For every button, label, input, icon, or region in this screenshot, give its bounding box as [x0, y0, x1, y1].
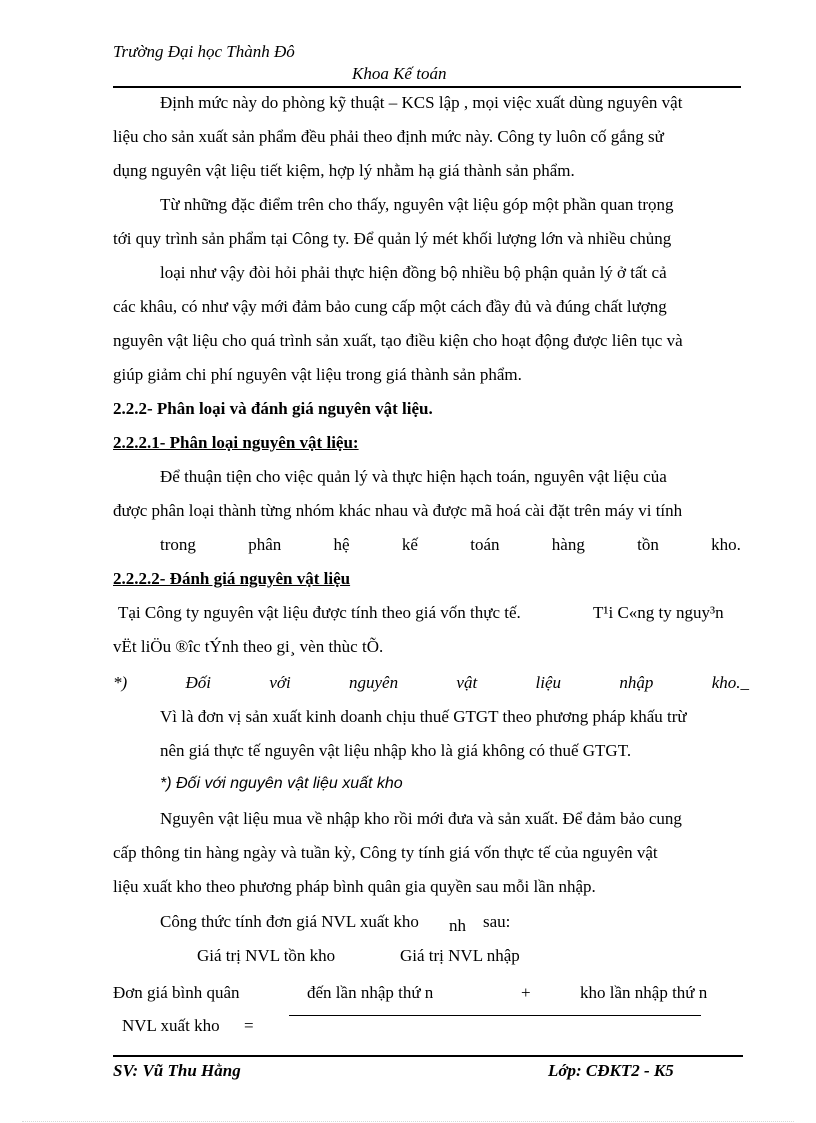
paragraph-line: cấp thông tin hàng ngày và tuần kỳ, Công ty tính giá vốn thực tế của nguyên vật	[113, 843, 658, 862]
word: liệu	[535, 673, 562, 692]
section-heading-2-2-2: 2.2.2- Phân loại và đánh giá nguyên vật liệu.	[113, 399, 433, 418]
section-heading-2-2-2-1: 2.2.2.1- Phân loại nguyên vật liệu:	[113, 433, 359, 452]
word: kế	[401, 535, 418, 554]
formula-numerator-2: Giá trị NVL nhập	[400, 946, 520, 965]
word: phân	[248, 535, 282, 554]
word: trong	[160, 535, 196, 554]
paragraph-line: Nguyên vật liệu mua về nhập kho rồi mới đưa và sản xuất. Để đảm bảo cung	[160, 809, 682, 828]
word: nhập	[619, 673, 654, 692]
paragraph-line: được phân loại thành từng nhóm khác nhau và được mã hoá cài đặt trên máy vi tính	[113, 501, 683, 520]
paragraph-line: Công thức tính đơn giá NVL xuất kho	[160, 912, 419, 931]
word: nguyên	[349, 673, 399, 692]
page-bottom-border	[22, 1121, 794, 1122]
paragraph-line: tới quy trình sản phẩm tại Công ty. Để quản lý mét khối lượng lớn và nhiều chủng	[113, 229, 672, 248]
footer-student: SV: Vũ Thu Hằng	[113, 1061, 241, 1080]
paragraph-line: các khâu, có như vậy mới đảm bảo cung cấp một cách đầy đủ và đúng chất lượng	[113, 297, 667, 316]
paragraph-line: giúp giảm chi phí nguyên vật liệu trong giá thành sản phẩm.	[113, 365, 522, 384]
word: vật	[456, 673, 478, 692]
word: kho.	[711, 535, 741, 554]
word: Đối	[185, 673, 211, 692]
paragraph-line: Vì là đơn vị sản xuất kinh doanh chịu thuế GTGT theo phương pháp khấu trừ	[160, 707, 687, 726]
justified-line	[113, 673, 749, 693]
paragraph-line: Định mức này do phòng kỹ thuật – KCS lập , mọi việc xuất dùng nguyên vật	[160, 93, 683, 112]
word: hàng	[551, 535, 585, 554]
formula-equals: =	[244, 1016, 254, 1035]
paragraph-line: liệu xuất kho theo phương pháp bình quân gia quyền sau mỗi lần nhập.	[113, 877, 596, 896]
paragraph-line: Tại Công ty nguyên vật liệu được tính theo giá vốn thực tế.	[118, 603, 521, 622]
formula-numerator-1: Giá trị NVL tồn kho	[197, 946, 336, 965]
fraction-bar	[289, 1015, 701, 1016]
paragraph-line: nguyên vật liệu cho quá trình sản xuất, tạo điều kiện cho hoạt động được liên tục và	[113, 331, 683, 350]
header-school: Trường Đại học Thành Đô	[113, 42, 295, 61]
paragraph-line: Từ những đặc điểm trên cho thấy, nguyên vật liệu góp một phần quan trọng	[160, 195, 674, 214]
paragraph-line: nên giá thực tế nguyên vật liệu nhập kho là giá không có thuế GTGT.	[160, 741, 632, 760]
word: với	[269, 673, 291, 692]
word: tồn	[637, 535, 659, 554]
garbled-text: T¹i C«ng ty nguy³n	[593, 603, 724, 622]
formula-term-2: kho lần nhập thứ n	[580, 983, 708, 1002]
header-department: Khoa Kế toán	[352, 64, 447, 83]
formula-plus: +	[521, 983, 531, 1002]
header-rule	[113, 86, 741, 88]
formula-label-2: NVL xuất kho	[122, 1016, 220, 1035]
formula-term-1: đến lần nhập thứ n	[307, 983, 434, 1002]
paragraph-line: liệu cho sản xuất sản phẩm đều phải theo định mức này. Công ty luôn cố gắng sử	[113, 127, 664, 146]
word: *)	[113, 673, 128, 692]
garbled-text: vËt liÖu ®îc tÝnh theo gi¸ vèn thùc tÕ.	[113, 637, 384, 656]
paragraph-line: Để thuận tiện cho việc quản lý và thực hiện hạch toán, nguyên vật liệu của	[160, 467, 667, 486]
section-heading-2-2-2-2: 2.2.2.2- Đánh giá nguyên vật liệu	[113, 569, 351, 588]
paragraph-fragment: sau:	[483, 912, 511, 931]
formula-label-1: Đơn giá bình quân	[113, 983, 240, 1002]
paragraph-fragment: nh	[449, 916, 466, 935]
paragraph-line: loại như vậy đòi hỏi phải thực hiện đồng bộ nhiều bộ phận quản lý ở tất cả	[160, 263, 667, 282]
word: kho._	[711, 673, 749, 692]
word: toán	[470, 535, 500, 554]
word: hệ	[333, 535, 350, 554]
subheading-export: *) Đối với nguyên vật liệu xuất kho	[160, 775, 403, 792]
paragraph-line: dụng nguyên vật liệu tiết kiệm, hợp lý nhằm hạ giá thành sản phẩm.	[113, 161, 575, 180]
footer-rule	[113, 1055, 743, 1057]
justified-line	[160, 535, 741, 555]
footer-class: Lớp: CĐKT2 - K5	[548, 1061, 674, 1080]
